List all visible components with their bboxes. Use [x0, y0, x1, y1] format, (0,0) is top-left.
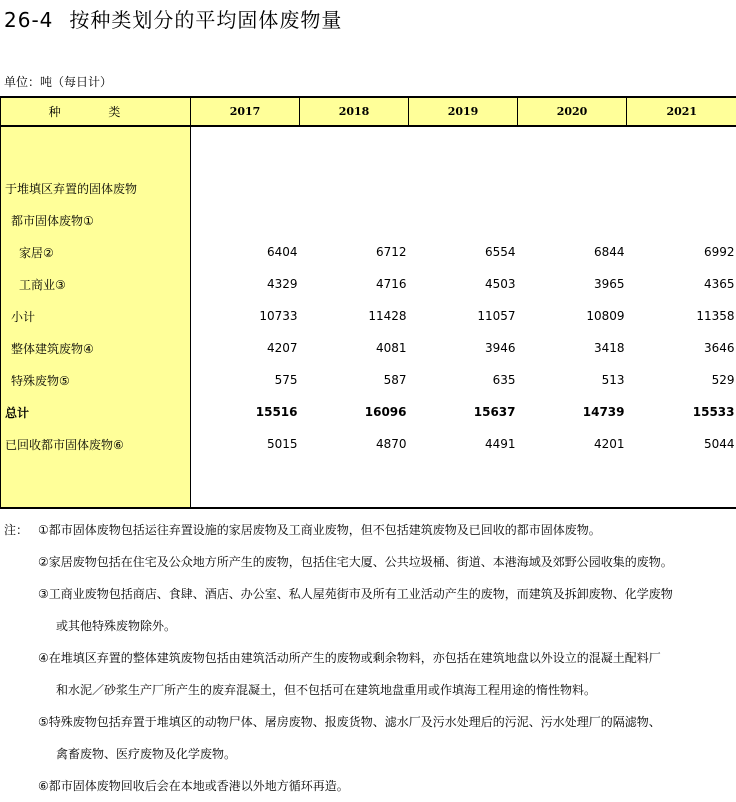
row-label: 小计 — [1, 300, 191, 332]
footnote-line: 或其他特殊废物除外。 — [4, 610, 734, 642]
unit-label: 单位：吨（每日计） — [4, 73, 112, 90]
cell-value: 513 — [518, 364, 627, 396]
cell-value: 5015 — [191, 428, 300, 460]
cell-value: 5044 — [627, 428, 736, 460]
cell-value — [627, 204, 736, 236]
header-row — [1, 97, 736, 126]
table-row — [1, 268, 736, 300]
cell-value: 4329 — [191, 268, 300, 300]
table-row — [1, 364, 736, 396]
footnote-line: 注： ①都市固体废物包括运往弃置设施的家居废物及工商业废物，但不包括建筑废物及已回收的都市固体废物。 — [4, 514, 734, 546]
footnote-line: ⑥都市固体废物回收后会在本地或香港以外地方循环再造。 — [4, 770, 734, 802]
cell-value: 15533 — [627, 396, 736, 428]
cell-value: 15516 — [191, 396, 300, 428]
row-label: 家居② — [1, 236, 191, 268]
footnote-line: ③工商业废物包括商店、食肆、酒店、办公室、私人屋苑街市及所有工业活动产生的废物，而建筑及拆卸废物、化学废物 — [4, 578, 734, 610]
table-title: 按种类划分的平均固体废物量 — [69, 8, 342, 32]
footnote-line: ⑤特殊废物包括弃置于堆填区的动物尸体、屠房废物、报废货物、滤水厂及污水处理后的污泥、污水处理厂的隔滤物、 — [4, 706, 734, 738]
cell-value: 15637 — [409, 396, 518, 428]
year-header: 2020 — [518, 97, 627, 126]
year-header: 2017 — [191, 97, 300, 126]
row-label: 整体建筑废物④ — [1, 332, 191, 364]
cell-value — [300, 204, 409, 236]
cell-value: 4503 — [409, 268, 518, 300]
cell-value: 4207 — [191, 332, 300, 364]
footnotes — [4, 514, 734, 802]
cell-value: 6712 — [300, 236, 409, 268]
cell-value: 6554 — [409, 236, 518, 268]
cell-value: 11428 — [300, 300, 409, 332]
cell-value: 6404 — [191, 236, 300, 268]
cell-value — [300, 172, 409, 204]
cell-value: 635 — [409, 364, 518, 396]
cell-value — [627, 172, 736, 204]
cell-value: 529 — [627, 364, 736, 396]
cell-value: 3965 — [518, 268, 627, 300]
cell-value: 10809 — [518, 300, 627, 332]
cell-value: 14739 — [518, 396, 627, 428]
cell-value: 587 — [300, 364, 409, 396]
cell-value: 4365 — [627, 268, 736, 300]
row-label: 工商业③ — [1, 268, 191, 300]
footnote-line: ④在堆填区弃置的整体建筑废物包括由建筑活动所产生的废物或剩余物料，亦包括在建筑地盘以外设立的混凝土配料厂 — [4, 642, 734, 674]
year-header: 2021 — [627, 97, 736, 126]
cell-value: 4491 — [409, 428, 518, 460]
cell-value: 3946 — [409, 332, 518, 364]
table-row — [1, 332, 736, 364]
cell-value: 4870 — [300, 428, 409, 460]
total-row — [1, 396, 736, 428]
row-label: 都市固体废物① — [1, 204, 191, 236]
cell-value: 575 — [191, 364, 300, 396]
table-row — [1, 236, 736, 268]
cell-value: 10733 — [191, 300, 300, 332]
cell-value — [409, 204, 518, 236]
spacer-row — [1, 460, 736, 508]
table-row — [1, 300, 736, 332]
cell-value — [518, 172, 627, 204]
row-label: 总计 — [1, 396, 191, 428]
cell-value — [409, 172, 518, 204]
page-title — [4, 4, 342, 33]
cell-value: 11358 — [627, 300, 736, 332]
row-label: 于堆填区弃置的固体废物 — [1, 172, 191, 204]
cell-value: 6844 — [518, 236, 627, 268]
category-header: 种 类 — [1, 97, 191, 126]
spacer-row — [1, 126, 736, 172]
cell-value: 3418 — [518, 332, 627, 364]
cell-value: 11057 — [409, 300, 518, 332]
cell-value: 16096 — [300, 396, 409, 428]
cell-value: 4081 — [300, 332, 409, 364]
notes-label: 注： — [4, 514, 38, 546]
row-label: 已回收都市固体废物⑥ — [1, 428, 191, 460]
cell-value: 6992 — [627, 236, 736, 268]
table-number: 26-4 — [4, 8, 53, 32]
cell-value: 4716 — [300, 268, 409, 300]
table-row — [1, 204, 736, 236]
cell-value — [191, 172, 300, 204]
footnote-line: 和水泥／砂浆生产厂所产生的废弃混凝土，但不包括可在建筑地盘重用或作填海工程用途的惰性物料。 — [4, 674, 734, 706]
year-header: 2018 — [300, 97, 409, 126]
cell-value — [518, 204, 627, 236]
footnote-line: ②家居废物包括在住宅及公众地方所产生的废物，包括住宅大厦、公共垃圾桶、街道、本港海域及郊野公园收集的废物。 — [4, 546, 734, 578]
cell-value — [191, 204, 300, 236]
cell-value: 3646 — [627, 332, 736, 364]
table-row — [1, 172, 736, 204]
row-label: 特殊废物⑤ — [1, 364, 191, 396]
cell-value: 4201 — [518, 428, 627, 460]
waste-table — [0, 96, 736, 509]
table-row — [1, 428, 736, 460]
year-header: 2019 — [409, 97, 518, 126]
footnote-line: 禽畜废物、医疗废物及化学废物。 — [4, 738, 734, 770]
